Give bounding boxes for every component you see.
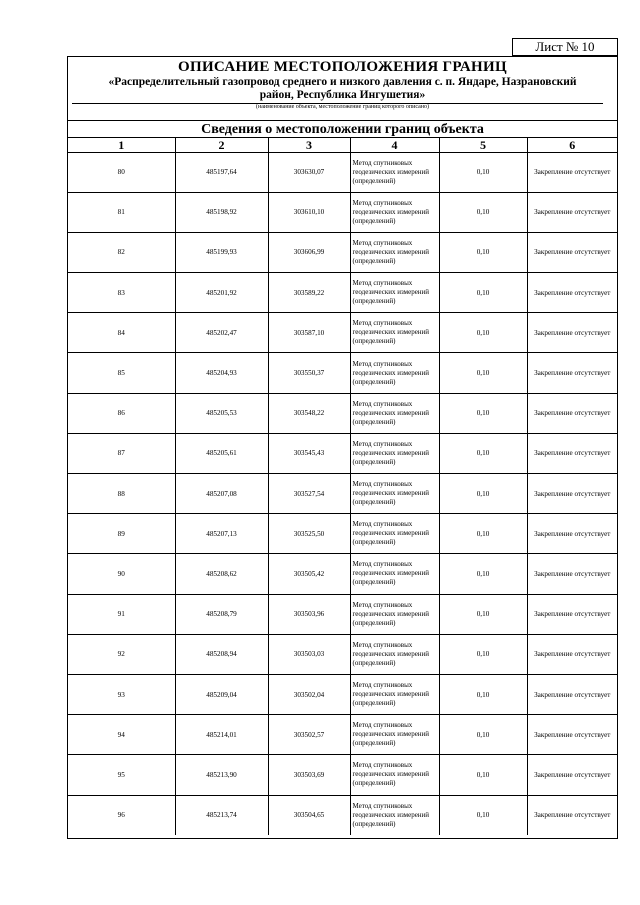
- point-number-cell: 87: [68, 433, 175, 473]
- marking-cell: Закрепление отсутствует: [527, 514, 617, 554]
- method-cell: Метод спутниковых геодезических измерений (определений): [350, 554, 439, 594]
- table-row: [68, 313, 617, 353]
- document-frame: [67, 56, 618, 839]
- marking-cell: Закрепление отсутствует: [527, 715, 617, 755]
- column-header: 5: [439, 138, 527, 152]
- method-cell: Метод спутниковых геодезических измерений (определений): [350, 192, 439, 232]
- x-coordinate-cell: 485205,61: [175, 433, 268, 473]
- accuracy-cell: 0,10: [439, 594, 527, 634]
- x-coordinate-cell: 485202,47: [175, 313, 268, 353]
- method-cell: Метод спутниковых геодезических измерений (определений): [350, 353, 439, 393]
- accuracy-cell: 0,10: [439, 393, 527, 433]
- accuracy-cell: 0,10: [439, 232, 527, 272]
- table-row: [68, 273, 617, 313]
- point-number-cell: 90: [68, 554, 175, 594]
- marking-cell: Закрепление отсутствует: [527, 755, 617, 795]
- marking-cell: Закрепление отсутствует: [527, 273, 617, 313]
- point-number-cell: 81: [68, 192, 175, 232]
- table-row: [68, 674, 617, 714]
- accuracy-cell: 0,10: [439, 755, 527, 795]
- y-coordinate-cell: 303502,04: [268, 674, 350, 714]
- method-cell: Метод спутниковых геодезических измерений (определений): [350, 674, 439, 714]
- x-coordinate-cell: 485209,04: [175, 674, 268, 714]
- y-coordinate-cell: 303548,22: [268, 393, 350, 433]
- object-name-note: (наименование объекта, местоположение границ которого описано): [256, 104, 429, 110]
- marking-cell: Закрепление отсутствует: [527, 674, 617, 714]
- table-row: [68, 634, 617, 674]
- point-number-cell: 88: [68, 474, 175, 514]
- y-coordinate-cell: 303606,99: [268, 232, 350, 272]
- y-coordinate-cell: 303610,10: [268, 192, 350, 232]
- marking-cell: Закрепление отсутствует: [527, 192, 617, 232]
- marking-cell: Закрепление отсутствует: [527, 554, 617, 594]
- x-coordinate-cell: 485204,93: [175, 353, 268, 393]
- method-cell: Метод спутниковых геодезических измерений (определений): [350, 232, 439, 272]
- object-name: «Распределительный газопровод среднего и низкого давления с. п. Яндаре, Назрановский район, Республика Ингушетия»: [108, 76, 577, 101]
- x-coordinate-cell: 485208,62: [175, 554, 268, 594]
- point-number-cell: 80: [68, 152, 175, 192]
- method-cell: Метод спутниковых геодезических измерений (определений): [350, 152, 439, 192]
- table-row: [68, 755, 617, 795]
- table-row: [68, 192, 617, 232]
- table-row: [68, 433, 617, 473]
- point-number-cell: 95: [68, 755, 175, 795]
- y-coordinate-cell: 303587,10: [268, 313, 350, 353]
- x-coordinate-cell: 485199,93: [175, 232, 268, 272]
- method-cell: Метод спутниковых геодезических измерений (определений): [350, 795, 439, 835]
- point-number-cell: 82: [68, 232, 175, 272]
- x-coordinate-cell: 485197,64: [175, 152, 268, 192]
- column-header: 3: [268, 138, 350, 152]
- accuracy-cell: 0,10: [439, 433, 527, 473]
- x-coordinate-cell: 485213,74: [175, 795, 268, 835]
- accuracy-cell: 0,10: [439, 192, 527, 232]
- y-coordinate-cell: 303525,50: [268, 514, 350, 554]
- accuracy-cell: 0,10: [439, 514, 527, 554]
- y-coordinate-cell: 303503,69: [268, 755, 350, 795]
- y-coordinate-cell: 303630,07: [268, 152, 350, 192]
- table-row: [68, 353, 617, 393]
- point-number-cell: 85: [68, 353, 175, 393]
- marking-cell: Закрепление отсутствует: [527, 393, 617, 433]
- point-number-cell: 94: [68, 715, 175, 755]
- table-row: [68, 393, 617, 433]
- point-number-cell: 91: [68, 594, 175, 634]
- accuracy-cell: 0,10: [439, 353, 527, 393]
- marking-cell: Закрепление отсутствует: [527, 313, 617, 353]
- point-number-cell: 92: [68, 634, 175, 674]
- y-coordinate-cell: 303550,37: [268, 353, 350, 393]
- table-row: [68, 594, 617, 634]
- table-row: [68, 554, 617, 594]
- column-header: 4: [350, 138, 439, 152]
- method-cell: Метод спутниковых геодезических измерений (определений): [350, 313, 439, 353]
- sheet-number: Лист № 10: [512, 38, 618, 56]
- method-cell: Метод спутниковых геодезических измерений (определений): [350, 393, 439, 433]
- x-coordinate-cell: 485214,01: [175, 715, 268, 755]
- y-coordinate-cell: 303545,43: [268, 433, 350, 473]
- point-number-cell: 93: [68, 674, 175, 714]
- marking-cell: Закрепление отсутствует: [527, 594, 617, 634]
- table-row: [68, 795, 617, 835]
- accuracy-cell: 0,10: [439, 313, 527, 353]
- table-row: [68, 514, 617, 554]
- accuracy-cell: 0,10: [439, 474, 527, 514]
- accuracy-cell: 0,10: [439, 795, 527, 835]
- y-coordinate-cell: 303503,03: [268, 634, 350, 674]
- method-cell: Метод спутниковых геодезических измерений (определений): [350, 634, 439, 674]
- table-row: [68, 232, 617, 272]
- accuracy-cell: 0,10: [439, 715, 527, 755]
- x-coordinate-cell: 485205,53: [175, 393, 268, 433]
- section-title: Сведения о местоположении границ объекта: [68, 120, 617, 138]
- marking-cell: Закрепление отсутствует: [527, 232, 617, 272]
- y-coordinate-cell: 303503,96: [268, 594, 350, 634]
- marking-cell: Закрепление отсутствует: [527, 795, 617, 835]
- point-number-cell: 96: [68, 795, 175, 835]
- method-cell: Метод спутниковых геодезических измерений (определений): [350, 715, 439, 755]
- column-header: 1: [68, 138, 175, 152]
- column-header: 2: [175, 138, 268, 152]
- y-coordinate-cell: 303589,22: [268, 273, 350, 313]
- column-header: 6: [527, 138, 617, 152]
- y-coordinate-cell: 303504,65: [268, 795, 350, 835]
- point-number-cell: 86: [68, 393, 175, 433]
- x-coordinate-cell: 485198,92: [175, 192, 268, 232]
- marking-cell: Закрепление отсутствует: [527, 353, 617, 393]
- accuracy-cell: 0,10: [439, 152, 527, 192]
- y-coordinate-cell: 303502,57: [268, 715, 350, 755]
- marking-cell: Закрепление отсутствует: [527, 634, 617, 674]
- marking-cell: Закрепление отсутствует: [527, 152, 617, 192]
- table-row: [68, 474, 617, 514]
- x-coordinate-cell: 485208,94: [175, 634, 268, 674]
- method-cell: Метод спутниковых геодезических измерений (определений): [350, 755, 439, 795]
- y-coordinate-cell: 303505,42: [268, 554, 350, 594]
- method-cell: Метод спутниковых геодезических измерений (определений): [350, 433, 439, 473]
- document-title: ОПИСАНИЕ МЕСТОПОЛОЖЕНИЯ ГРАНИЦ: [178, 59, 507, 75]
- table-row: [68, 152, 617, 192]
- x-coordinate-cell: 485207,08: [175, 474, 268, 514]
- x-coordinate-cell: 485207,13: [175, 514, 268, 554]
- point-number-cell: 84: [68, 313, 175, 353]
- table-header-row: [68, 138, 617, 152]
- x-coordinate-cell: 485208,79: [175, 594, 268, 634]
- marking-cell: Закрепление отсутствует: [527, 433, 617, 473]
- document-header: [68, 57, 617, 121]
- accuracy-cell: 0,10: [439, 634, 527, 674]
- y-coordinate-cell: 303527,54: [268, 474, 350, 514]
- method-cell: Метод спутниковых геодезических измерений (определений): [350, 594, 439, 634]
- point-number-cell: 89: [68, 514, 175, 554]
- boundary-table: [68, 138, 617, 835]
- marking-cell: Закрепление отсутствует: [527, 474, 617, 514]
- method-cell: Метод спутниковых геодезических измерений (определений): [350, 273, 439, 313]
- method-cell: Метод спутниковых геодезических измерений (определений): [350, 474, 439, 514]
- accuracy-cell: 0,10: [439, 674, 527, 714]
- x-coordinate-cell: 485213,90: [175, 755, 268, 795]
- accuracy-cell: 0,10: [439, 554, 527, 594]
- point-number-cell: 83: [68, 273, 175, 313]
- accuracy-cell: 0,10: [439, 273, 527, 313]
- table-row: [68, 715, 617, 755]
- method-cell: Метод спутниковых геодезических измерений (определений): [350, 514, 439, 554]
- x-coordinate-cell: 485201,92: [175, 273, 268, 313]
